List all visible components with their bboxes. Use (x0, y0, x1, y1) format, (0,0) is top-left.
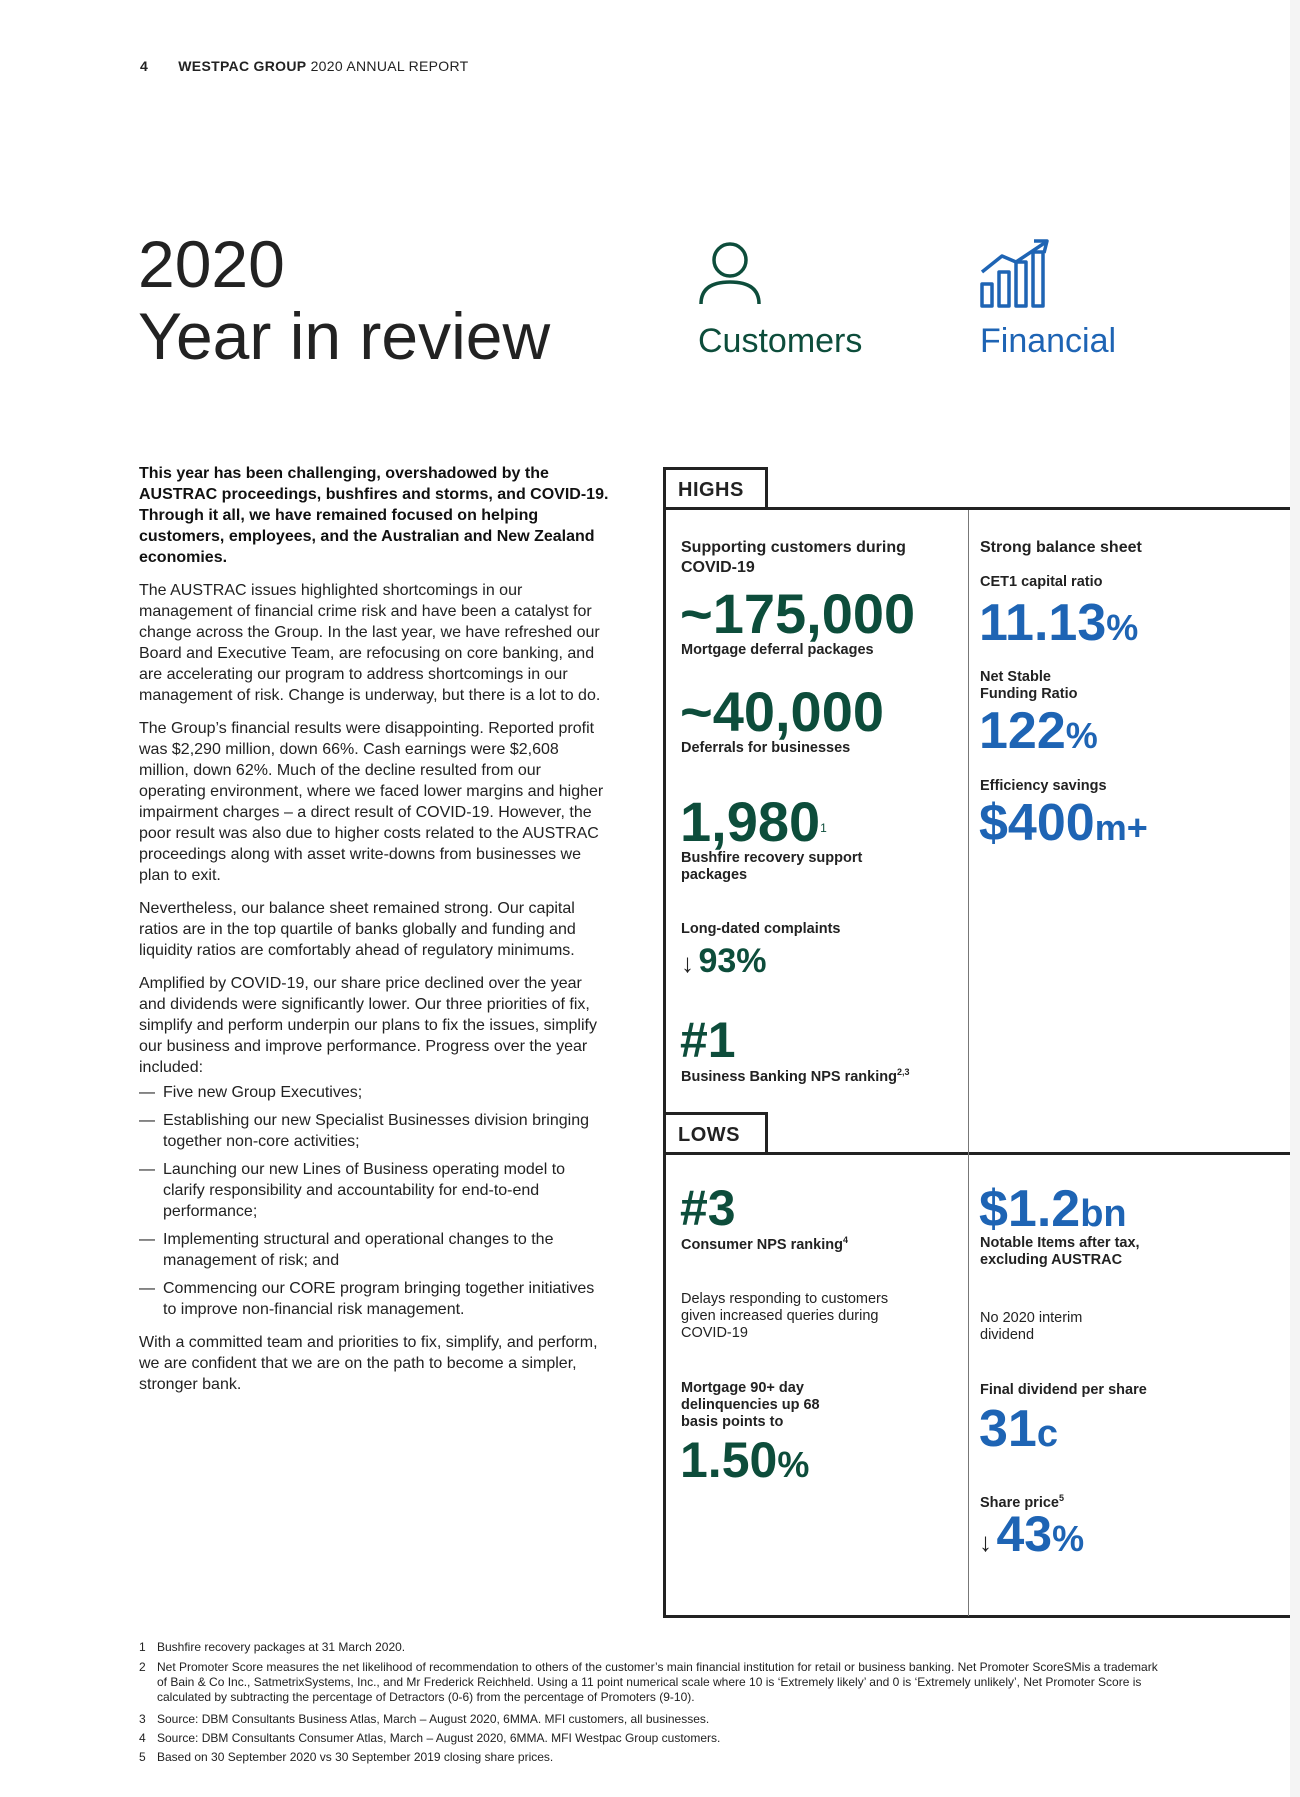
report-name: 2020 ANNUAL REPORT (310, 58, 469, 74)
complaints-value: ↓ 93% (681, 942, 767, 980)
lows-tab: LOWS (663, 1112, 768, 1153)
business-deferral-label: Deferrals for businesses (681, 740, 851, 756)
intro-paragraph: With a committed team and priorities to fix, simplify, and perform, we are confident that we are on the path to become a simpler, stronger bank. (139, 1334, 598, 1393)
nsfr-value: 122% (979, 702, 1098, 760)
intro-paragraph: The AUSTRAC issues highlighted shortcomings in our management of financial crime risk and have been a catalyst for change across the Group. In the last year, we have refreshed our Board and Executive Team, are refocusing on core banking, and are accelerating our program to address shortcomings in our management of risk. Change is underway, but there is a lot to do. (139, 582, 601, 704)
box-bottom-border (663, 1615, 1290, 1618)
share-price-label: Share price$^5$ (980, 1493, 1065, 1511)
notable-items-value: $1.2bn (979, 1180, 1127, 1238)
footnote: 4 Source: DBM Consultants Consumer Atlas, March – August 2020, 6MMA. MFI Westpac Group customers. (139, 1731, 721, 1745)
mortgage-deferral-value: ~175,000 (680, 582, 916, 645)
business-nps-label: Business Banking NPS ranking$^{2,3}$ (681, 1067, 910, 1085)
share-price-value: ↓ 43% (979, 1506, 1085, 1562)
intro-lead: This year has been challenging, overshadowed by the AUSTRAC proceedings, bushfires and storms, and COVID-19. Through it all, we have remained focused on helping customers, employees, and the Australian and New Zealand economies. (139, 465, 609, 566)
highs-tab: HIGHS (663, 467, 768, 508)
title-text: Year in review (138, 299, 551, 373)
footnote: 3 Source: DBM Consultants Business Atlas, March – August 2020, 6MMA. MFI customers, all businesses. (139, 1712, 710, 1726)
page-edge (1290, 0, 1300, 1797)
footnote: 5 Based on 30 September 2020 vs 30 September 2019 closing share prices. (139, 1750, 554, 1764)
bushfire-value: 1,980$^1$ (680, 790, 827, 853)
brand-name: WESTPAC GROUP (178, 58, 307, 74)
person-icon (698, 240, 762, 306)
down-arrow-icon: ↓ (979, 1527, 992, 1557)
efficiency-value: $400m+ (979, 794, 1148, 852)
business-deferral-value: ~40,000 (680, 680, 884, 743)
cet1-value: 11.13% (979, 594, 1139, 652)
customers-highs-heading: Supporting customers during COVID-19 (681, 539, 906, 576)
mortgage-deferral-label: Mortgage deferral packages (681, 642, 874, 658)
final-dividend-value: 31c (979, 1400, 1058, 1458)
interim-dividend-text: No 2020 interim dividend (980, 1310, 1083, 1343)
intro-text (139, 463, 609, 1407)
footnote: 2 Net Promoter Score measures the net likelihood of recommendation to others of the customer’s main financial institution for retail or business banking. Net Promoter ScoreSMis a trademark of Bain & Co Inc., SatmetrixSystems, Inc., and Mr Frederick Reichheld. Using a 11 point numerical scale where 10 is ‘Extremely likely’ and 0 is ‘Extremely unlikely’, Net Promoter Score is calculated by subtracting the percentage of Detractors (0-6) from the percentage of Promoters (9-10). (139, 1660, 1158, 1704)
progress-list (139, 1082, 609, 1320)
delinquency-label: Mortgage 90+ day delinquencies up 68 basis points to (681, 1380, 820, 1430)
consumer-nps-label: Consumer NPS ranking$^4$ (681, 1235, 848, 1253)
delays-text: Delays responding to customers given increased queries during COVID-19 (681, 1291, 889, 1341)
notable-items-label: Notable Items after tax, excluding AUSTRAC (980, 1235, 1140, 1268)
efficiency-label: Efficiency savings (980, 778, 1107, 794)
list-item: — Five new Group Executives; (139, 1084, 363, 1101)
nsfr-label: Net Stable Funding Ratio (980, 669, 1078, 702)
list-item: — Establishing our new Specialist Businesses division bringing together non-core activities; (139, 1112, 590, 1150)
customers-heading: Customers (698, 322, 863, 360)
page-title (138, 228, 550, 372)
list-item: — Launching our new Lines of Business operating model to clarify responsibility and accountability for end-to-end performance; (139, 1161, 566, 1220)
growth-chart-icon (980, 238, 1052, 308)
cet1-label: CET1 capital ratio (980, 574, 1103, 590)
complaints-label: Long-dated complaints (681, 921, 841, 937)
business-nps-value: #1 (680, 1012, 736, 1068)
title-year: 2020 (138, 227, 285, 301)
final-dividend-label: Final dividend per share (980, 1382, 1147, 1398)
down-arrow-icon: ↓ (681, 948, 694, 978)
bushfire-label: Bushfire recovery support packages (681, 850, 863, 883)
page-number: 4 (140, 58, 149, 74)
list-item: — Commencing our CORE program bringing together initiatives to improve non-financial risk management. (139, 1280, 595, 1318)
financial-highs-heading: Strong balance sheet (980, 539, 1142, 556)
column-divider (968, 510, 969, 1616)
delinquency-value: 1.50% (680, 1432, 810, 1488)
footnote: 1 Bushfire recovery packages at 31 March 2020. (139, 1640, 406, 1654)
intro-paragraph: Nevertheless, our balance sheet remained strong. Our capital ratios are in the top quartile of banks globally and funding and liquidity ratios are comfortably ahead of regulatory minimums. (139, 900, 576, 959)
financial-heading: Financial (980, 322, 1117, 360)
running-header (140, 58, 469, 74)
list-item: — Implementing structural and operational changes to the management of risk; and (139, 1231, 554, 1269)
intro-paragraph: The Group’s financial results were disappointing. Reported profit was $2,290 million, down 66%. Cash earnings were $2,608 million, down 62%. Much of the decline resulted from our operating environment, where we faced lower margins and higher impairment charges – a direct result of COVID-19. However, the poor result was also due to higher costs related to the AUSTRAC proceedings along with asset write-downs from businesses we plan to exit. (139, 720, 604, 884)
box-left-border (663, 467, 666, 1617)
consumer-nps-value: #3 (680, 1180, 736, 1236)
intro-paragraph: Amplified by COVID-19, our share price declined over the year and dividends were significantly lower. Our three priorities of fix, simplify and perform underpin our plans to fix the issues, simplify our business and improve performance. Progress over the year included: (139, 975, 597, 1076)
